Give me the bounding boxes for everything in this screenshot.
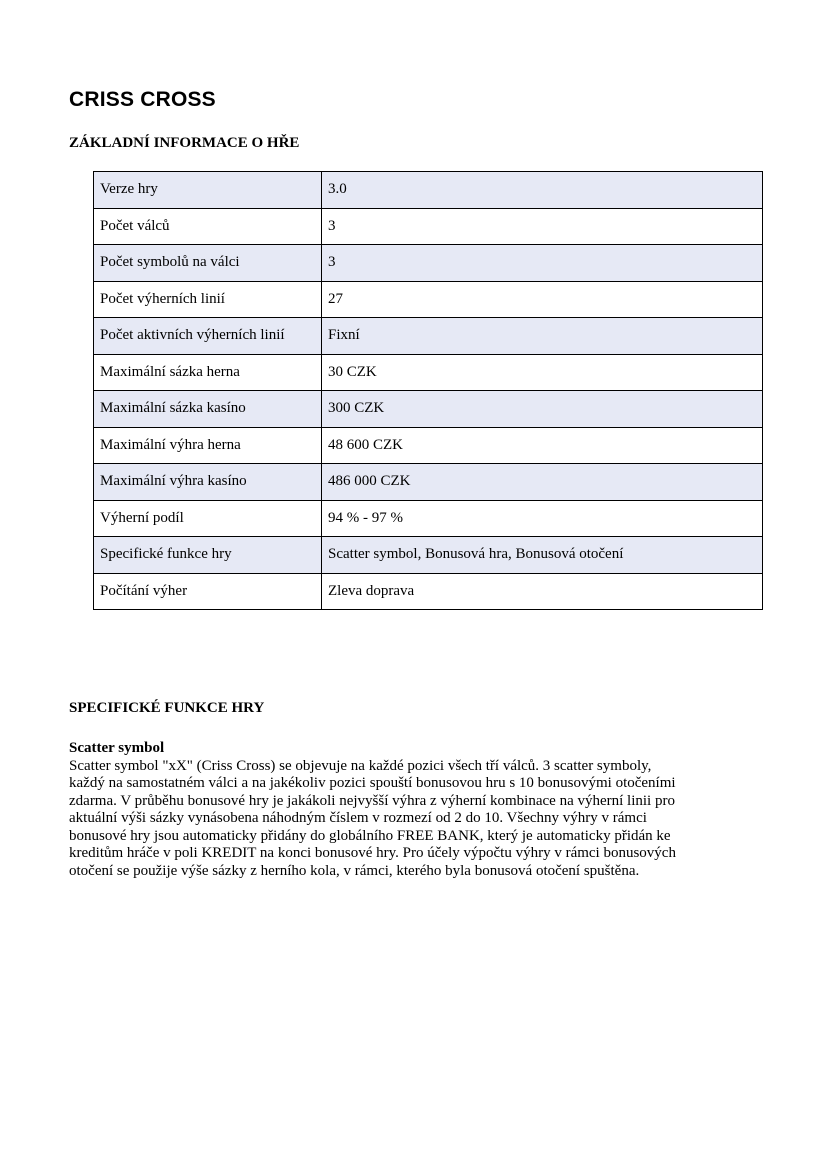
row-label: Počítání výher [94, 573, 322, 610]
row-value: 3 [322, 245, 763, 282]
row-value: Zleva doprava [322, 573, 763, 610]
text-line: otočení se použije výše sázky z herního kola, v rámci, kterého byla bonusová otočení spuštěna. [69, 862, 640, 879]
row-value: 486 000 CZK [322, 464, 763, 501]
table-row [94, 464, 763, 501]
table-row [94, 172, 763, 209]
table-row [94, 318, 763, 355]
table-row [94, 208, 763, 245]
row-value: 94 % - 97 % [322, 500, 763, 537]
row-value: 3 [322, 208, 763, 245]
scatter-symbol-title: Scatter symbol [69, 740, 165, 756]
table-row [94, 537, 763, 574]
text-line: aktuální výši sázky vynásobena náhodným číslem v rozmezí od 2 do 10. Všechny výhry v rámci [69, 810, 647, 826]
table-row [94, 281, 763, 318]
row-label: Počet symbolů na válci [94, 245, 322, 282]
table-row [94, 427, 763, 464]
text-line: kreditům hráče v poli KREDIT na konci bonusové hry. Pro účely výpočtu výhry v rámci bonusových [69, 845, 676, 861]
row-value: 48 600 CZK [322, 427, 763, 464]
scatter-symbol-description [69, 758, 759, 881]
row-label: Maximální výhra herna [94, 427, 322, 464]
row-label: Počet aktivních výherních linií [94, 318, 322, 355]
row-label: Počet výherních linií [94, 281, 322, 318]
row-label: Výherní podíl [94, 500, 322, 537]
row-value: 300 CZK [322, 391, 763, 428]
text-line: zdarma. V průběhu bonusové hry je jakákoli nejvyšší výhra z výherní kombinace na výherní linii pro [69, 792, 675, 809]
page-title: CRISS CROSS [69, 88, 216, 111]
table-row [94, 245, 763, 282]
row-label: Maximální sázka kasíno [94, 391, 322, 428]
row-value: Scatter symbol, Bonusová hra, Bonusová otočení [322, 537, 763, 574]
text-line: každý na samostatném válci a na jakékoliv pozici spouští bonusovou hru s 10 bonusovými otočeními [69, 775, 676, 791]
text-line: bonusové hry jsou automaticky přidány do globálního FREE BANK, který je automaticky přidán ke [69, 827, 671, 844]
row-label: Maximální sázka herna [94, 354, 322, 391]
row-value: Fixní [322, 318, 763, 355]
row-value: 30 CZK [322, 354, 763, 391]
table-row [94, 354, 763, 391]
text-line: Scatter symbol "xX" (Criss Cross) se objevuje na každé pozici všech tří válců. 3 scatter symboly, [69, 757, 652, 774]
row-label: Maximální výhra kasíno [94, 464, 322, 501]
features-heading: SPECIFICKÉ FUNKCE HRY [69, 700, 265, 716]
table-row [94, 500, 763, 537]
table-row [94, 573, 763, 610]
scatter-symbol-section [69, 740, 759, 880]
table-row [94, 391, 763, 428]
basic-info-heading: ZÁKLADNÍ INFORMACE O HŘE [69, 135, 300, 151]
row-label: Verze hry [94, 172, 322, 209]
game-info-table [93, 171, 763, 610]
row-label: Počet válců [94, 208, 322, 245]
row-label: Specifické funkce hry [94, 537, 322, 574]
row-value: 27 [322, 281, 763, 318]
row-value: 3.0 [322, 172, 763, 209]
